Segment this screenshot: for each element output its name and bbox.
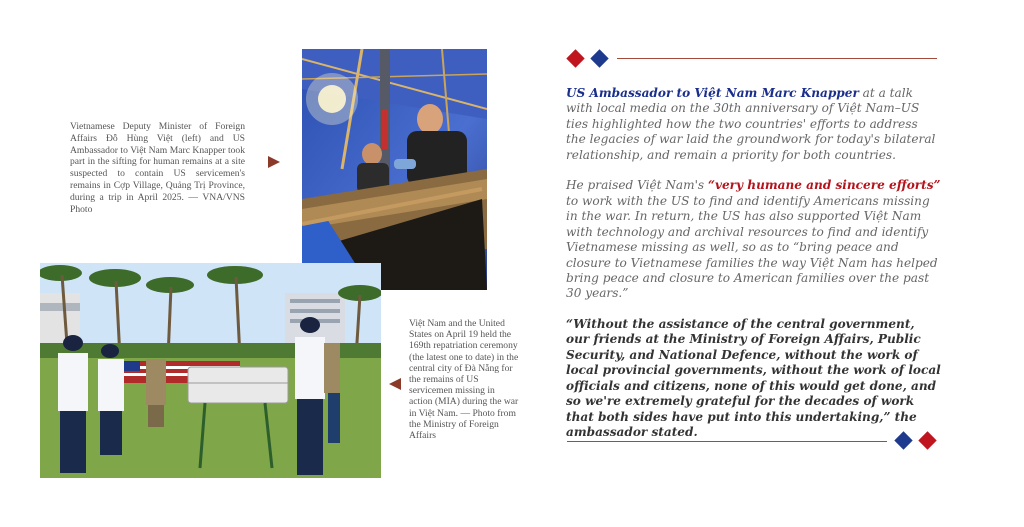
ambassador-quote: “Without the assistance of the central government, our friends at the Ministry of Foreign Affairs, Public Security, and National Defence, without the work of local provincial governments, without the work of local officials and citizens, none of this would get done, and so we're extremely grateful for the decades of work that both sides have put into this undertaking,” the ambassador stated. bbox=[566, 316, 941, 440]
divider-bottom bbox=[567, 441, 887, 442]
paragraph-praise bbox=[566, 178, 941, 302]
photo-remains-sifting-illustration bbox=[302, 49, 487, 290]
photo-repatriation-ceremony-illustration bbox=[40, 263, 381, 478]
highlight-quote: “very humane and sincere efforts” bbox=[707, 178, 941, 193]
article-body bbox=[566, 86, 941, 456]
caption-bottom-photo: Việt Nam and the United States on April 19 held the 169th repatriation ceremony (the latest one to date) in the central city of Đà Nẵng for the remains of US servicemen missing in action (MIA) during the war in Việt Nam. — Photo from the Ministry of Foreign Affairs bbox=[409, 318, 519, 442]
photo-repatriation-ceremony bbox=[40, 263, 381, 478]
red-diamond-icon bbox=[566, 49, 584, 67]
blue-diamond-icon bbox=[590, 49, 608, 67]
caption-pointer-left-icon bbox=[389, 378, 401, 390]
caption-top-photo: Vietnamese Deputy Minister of Foreign Affairs Đỗ Hùng Việt (left) and US Ambassador to Việt Nam Marc Knapper took part in the sifting for human remains at a site suspected to contain US servicemen's remains in Cợp Village, Quảng Trị Province, during a trip in April 2025. — VNA/VNS Photo bbox=[70, 121, 245, 215]
caption-pointer-right-icon bbox=[268, 156, 280, 168]
paragraph-praise-start: He praised Việt Nam's bbox=[566, 178, 708, 193]
paragraph-intro bbox=[566, 86, 941, 163]
paragraph-praise-text: to work with the US to find and identify Americans missing in the war. In return, the US has also supported Việt Nam with technology and archival resources to find and identify Vietnamese missing as well, so as to “bring peace and closure to Vietnamese families the way Việt Nam has helped bring peace and closure to American families over the past 30 years.” bbox=[566, 193, 938, 301]
paragraph-intro-text: at a talk with local media on the 30th anniversary of Việt Nam–US ties highlighted how the two countries' efforts to address the legacies of war laid the groundwork for today's bilateral relationship, and remain a priority for both countries. bbox=[566, 86, 936, 162]
divider-top bbox=[617, 58, 937, 59]
ambassador-name: US Ambassador to Việt Nam Marc Knapper bbox=[566, 86, 859, 100]
photo-remains-sifting bbox=[302, 49, 487, 290]
